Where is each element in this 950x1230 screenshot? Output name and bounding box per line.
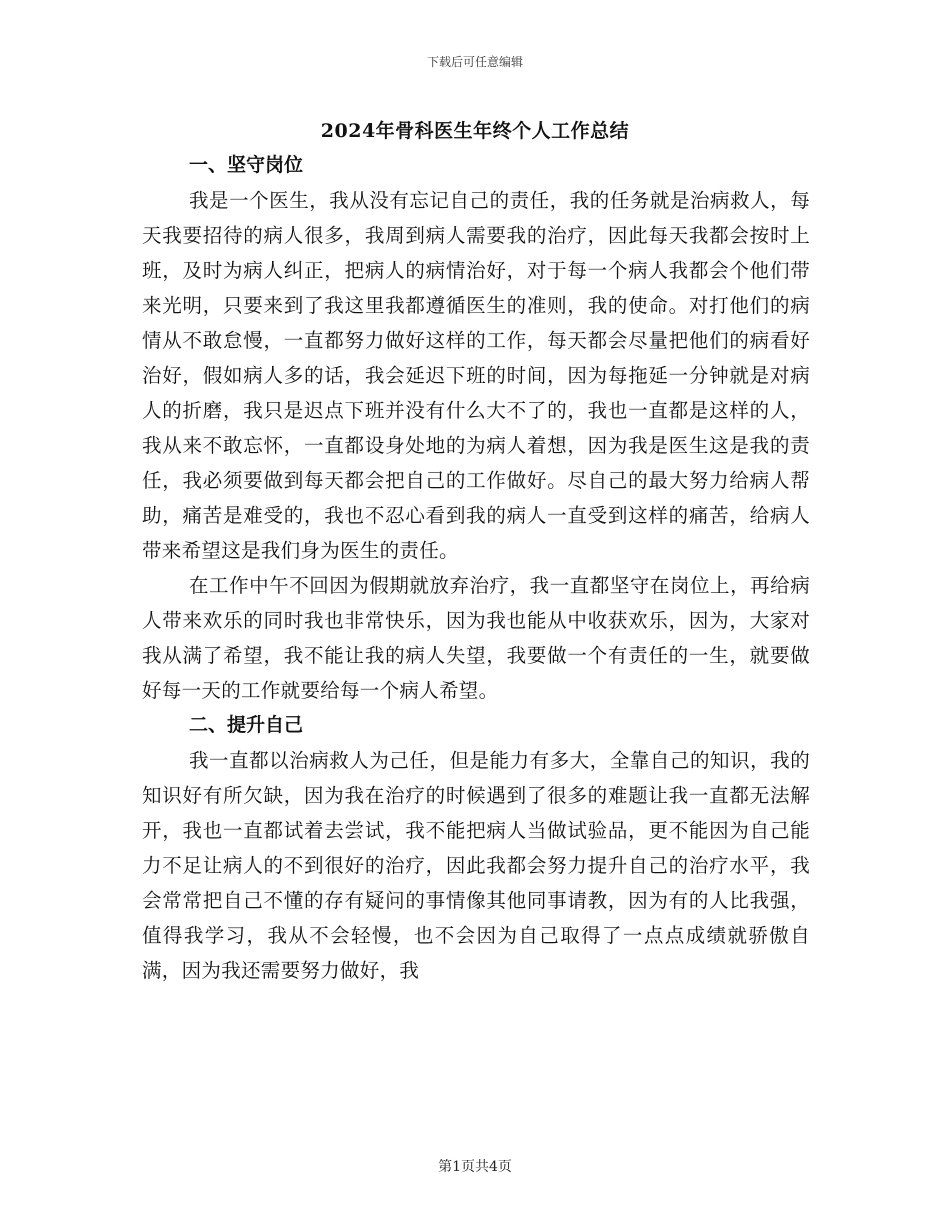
document-body	[142, 148, 810, 988]
paragraph: 在工作中午不回因为假期就放弃治疗，我一直都坚守在岗位上，再给病人带来欢乐的同时我也非常快乐，因为我也能从中收获欢乐，因为，大家对我从满了希望，我不能让我的病人失望，我要做一个有责任的一生，就要做好每一天的工作就要给每一个病人希望。	[142, 574, 810, 702]
section-1	[142, 148, 810, 708]
paragraph: 我一直都以治病救人为己任，但是能力有多大，全靠自己的知识，我的知识好有所欠缺，因为我在治疗的时候遇到了很多的难题让我一直都无法解开，我也一直都试着去尝试，我不能把病人当做试验品，更不能因为自己能力不足让病人的不到很好的治疗，因此我都会努力提升自己的治疗水平，我会常常把自己不懂的存有疑问的事情像其他同事请教，因为有的人比我强，值得我学习，我从不会轻慢，也不会因为自己取得了一点点成绩就骄傲自满，因为我还需要努力做好，我	[142, 749, 810, 982]
paragraph: 我是一个医生，我从没有忘记自己的责任，我的任务就是治病救人，每天我要招待的病人很多，我周到病人需要我的治疗，因此每天我都会按时上班，及时为病人纠正，把病人的病情治好，对于每一个病人我都会个他们带来光明，只要来到了我这里我都遵循医生的准则，我的使命。对打他们的病情从不敢怠慢，一直都努力做好这样的工作，每天都会尽量把他们的病看好治好，假如病人多的话，我会延迟下班的时间，因为每拖延一分钟就是对病人的折磨，我只是迟点下班并没有什么大不了的，我也一直都是这样的人，我从来不敢忘怀，一直都设身处地的为病人着想，因为我是医生这是我的责任，我必须要做到每天都会把自己的工作做好。尽自己的最大努力给病人帮助，痛苦是难受的，我也不忍心看到我的病人一直受到这样的痛苦，给病人带来希望这是我们身为医生的责任。	[142, 189, 810, 562]
header-note: 下载后可任意编辑	[426, 55, 523, 69]
page-footer: 第1页共4页	[438, 1159, 512, 1175]
section-2	[142, 708, 810, 988]
section-heading: 二、提升自己	[189, 714, 304, 736]
section-heading: 一、坚守岗位	[189, 154, 304, 176]
document-title: 2024年骨科医生年终个人工作总结	[320, 120, 630, 142]
